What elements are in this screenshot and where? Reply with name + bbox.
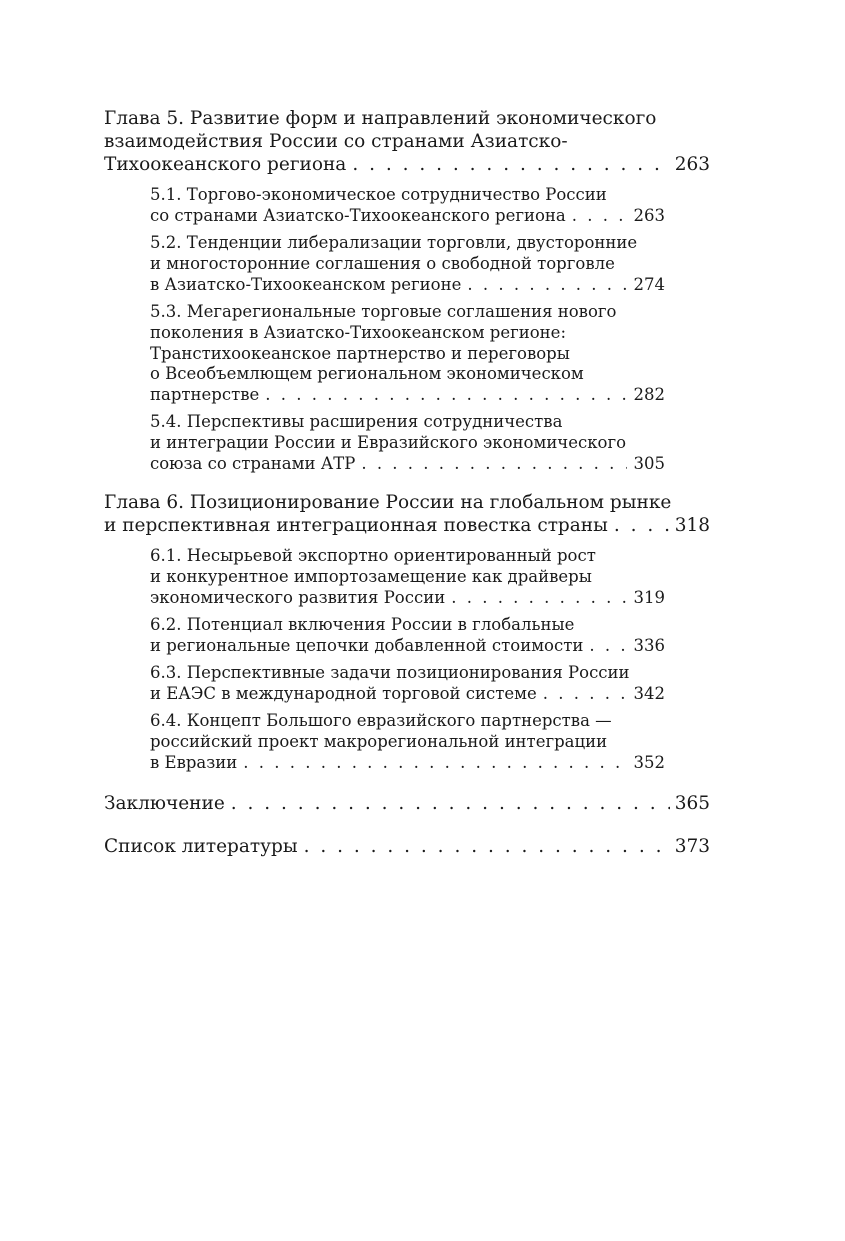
- dot-leader: [231, 792, 670, 815]
- toc-section-6-2[interactable]: [150, 615, 665, 657]
- toc-line: поколения в Азиатско-Тихоокеанском регионе:: [150, 322, 567, 342]
- toc-line: Транстихоокеанское партнерство и переговоры: [150, 343, 570, 363]
- page-number: 282: [633, 385, 665, 405]
- page-number: 274: [633, 274, 665, 294]
- toc-line: союза со странами АТР: [150, 453, 356, 473]
- dot-leader: [451, 588, 627, 609]
- toc-section-6-1[interactable]: [150, 546, 665, 608]
- toc-section-6-3[interactable]: [150, 663, 665, 705]
- toc-line: и многосторонние соглашения о свободной торговле: [150, 253, 615, 273]
- toc-conclusion[interactable]: [104, 792, 710, 815]
- toc-line: и ЕАЭС в международной торговой системе: [150, 683, 537, 703]
- page-number: 305: [633, 453, 665, 473]
- toc-section-5-2[interactable]: [150, 233, 665, 295]
- page-number: 319: [633, 587, 665, 607]
- toc-line: 5.4. Перспективы расширения сотрудничества: [150, 412, 563, 431]
- page-number: 352: [633, 752, 665, 772]
- dot-leader: [361, 454, 627, 475]
- dot-leader: [589, 636, 627, 657]
- toc-line: 6.2. Потенциал включения России в глобальные: [150, 615, 575, 634]
- toc-line: Глава 6. Позиционирование России на глобальном рынке: [104, 492, 672, 513]
- toc-line: 5.3. Мегарегиональные торговые соглашения нового: [150, 302, 617, 321]
- toc-section-6-4[interactable]: [150, 711, 665, 773]
- page-number: 318: [674, 515, 710, 536]
- toc-line: и конкурентное импортозамещение как драйверы: [150, 566, 592, 586]
- dot-leader: [614, 514, 670, 537]
- dot-leader: [543, 684, 627, 705]
- toc-line: партнерстве: [150, 385, 260, 405]
- toc-section-5-4[interactable]: [150, 412, 665, 474]
- toc-section-5-1[interactable]: [150, 185, 665, 227]
- toc-chapter-5[interactable]: [104, 107, 710, 176]
- dot-leader: [304, 835, 670, 858]
- page-number: 336: [633, 635, 665, 655]
- toc-line: Заключение: [104, 793, 225, 814]
- toc-line: о Всеобъемлющем региональном экономическом: [150, 364, 584, 384]
- toc-line: со странами Азиатско-Тихоокеанского региона: [150, 205, 566, 225]
- toc-section-5-3[interactable]: [150, 302, 665, 406]
- dot-leader: [572, 206, 627, 227]
- toc-chapter-6[interactable]: [104, 491, 710, 537]
- toc-line: 5.2. Тенденции либерализации торговли, двусторонние: [150, 233, 638, 252]
- dot-leader: [265, 385, 627, 406]
- toc-line: экономического развития России: [150, 587, 446, 607]
- toc-line: российский проект макрорегиональной интеграции: [150, 731, 608, 751]
- toc-line: Список литературы: [104, 836, 298, 857]
- toc-line: 6.1. Несырьевой экспортно ориентированный рост: [150, 546, 596, 565]
- toc-line: и интеграции России и Евразийского экономического: [150, 432, 627, 452]
- toc-line: взаимодействия России со странами Азиатско-: [104, 131, 568, 152]
- page-number: 263: [633, 205, 665, 225]
- toc-line: 6.4. Концепт Большого евразийского партнерства —: [150, 711, 612, 730]
- toc-line: и перспективная интеграционная повестка страны: [104, 515, 608, 536]
- toc-line: 5.1. Торгово-экономическое сотрудничество России: [150, 185, 607, 204]
- toc-line: Тихоокеанского региона: [104, 154, 347, 175]
- dot-leader: [352, 153, 670, 176]
- dot-leader: [467, 275, 627, 296]
- page-number: 373: [674, 836, 710, 857]
- toc-references[interactable]: [104, 835, 710, 858]
- toc-line: в Евразии: [150, 752, 238, 772]
- page-number: 263: [674, 154, 710, 175]
- page-number: 342: [633, 683, 665, 703]
- toc-line: 6.3. Перспективные задачи позиционирования России: [150, 663, 630, 682]
- toc-line: в Азиатско-Тихоокеанском регионе: [150, 274, 462, 294]
- toc-line: и региональные цепочки добавленной стоимости: [150, 635, 584, 655]
- page-number: 365: [674, 793, 710, 814]
- dot-leader: [243, 753, 627, 774]
- toc-line: Глава 5. Развитие форм и направлений экономического: [104, 108, 657, 129]
